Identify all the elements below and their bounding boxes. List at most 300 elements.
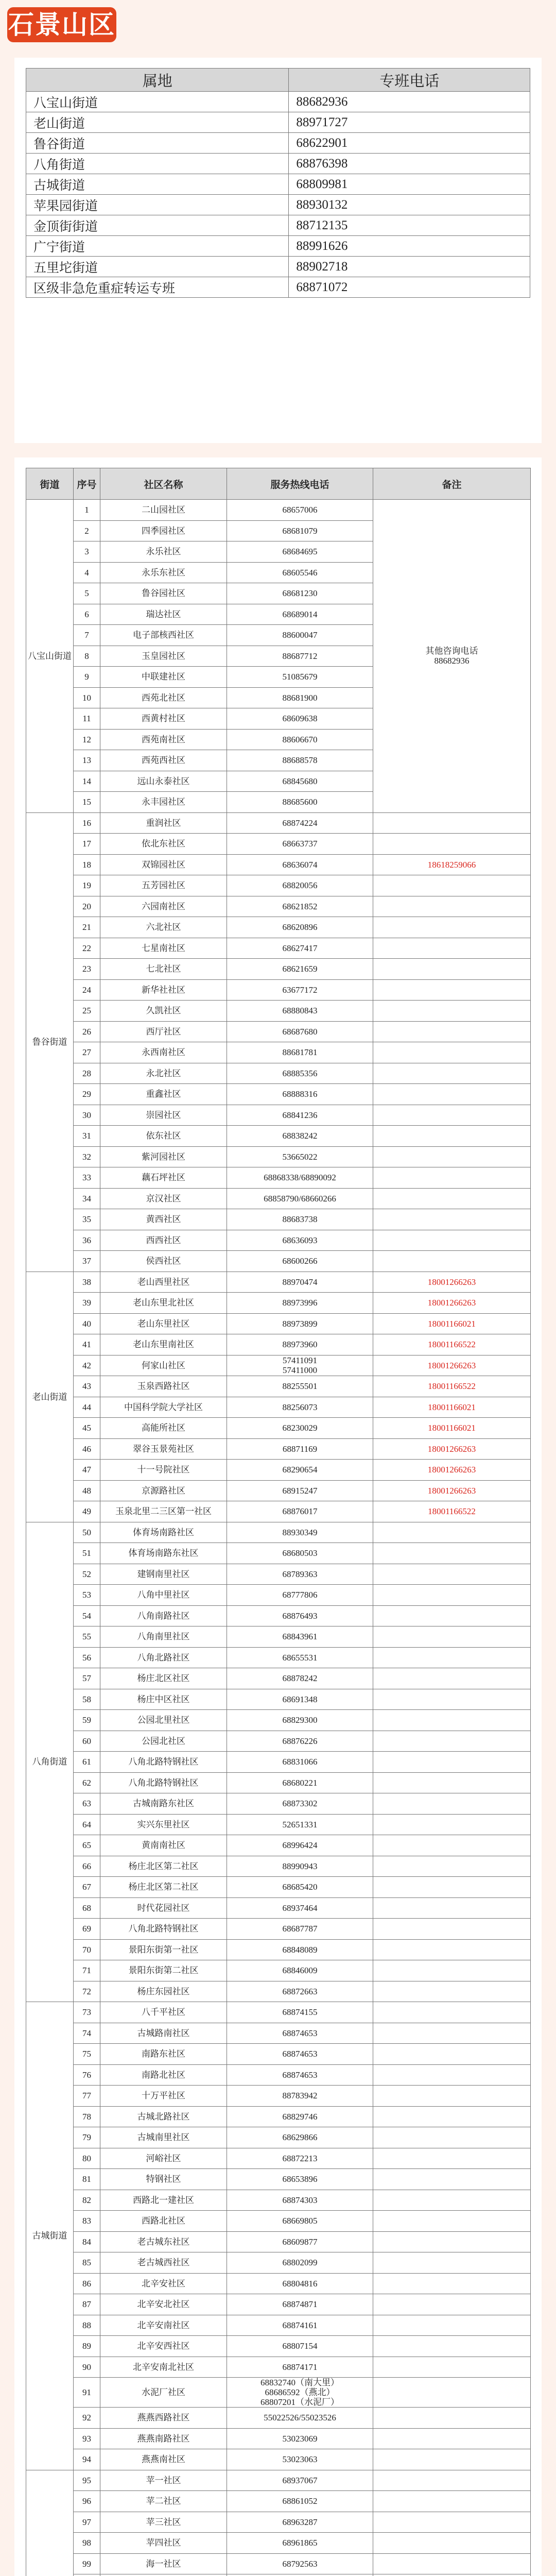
row-index: 14 xyxy=(74,771,100,792)
hotline: 68627417 xyxy=(227,938,373,959)
table-row xyxy=(26,1105,531,1126)
mobile-note xyxy=(373,1877,531,1898)
table-row xyxy=(26,1230,531,1251)
community-name: 八角北路特钢社区 xyxy=(100,1772,227,1793)
note: 其他咨询电话 88682936 xyxy=(373,500,531,813)
mobile-note xyxy=(373,2086,531,2107)
community-name: 西厅社区 xyxy=(100,1021,227,1042)
table-row xyxy=(26,1647,531,1668)
community-name: 河峪社区 xyxy=(100,2148,227,2169)
row-index: 26 xyxy=(74,1021,100,1042)
community-name: 重润社区 xyxy=(100,812,227,834)
table-row xyxy=(26,1001,531,1022)
mobile-note xyxy=(373,2169,531,2190)
table-row xyxy=(26,2148,531,2169)
table-row xyxy=(26,2064,531,2086)
table-row xyxy=(26,1585,531,1606)
table-row xyxy=(26,1731,531,1752)
row-index: 63 xyxy=(74,1793,100,1815)
community-name: 老山东里南社区 xyxy=(100,1334,227,1355)
row-index: 7 xyxy=(74,625,100,646)
table-row xyxy=(26,1543,531,1564)
summary-area: 古城街道 xyxy=(26,174,289,195)
summary-table xyxy=(26,68,530,298)
community-name: 八千平社区 xyxy=(100,2002,227,2023)
community-name: 中联建社区 xyxy=(100,667,227,688)
community-name: 高能所社区 xyxy=(100,1418,227,1439)
mobile-note xyxy=(373,2023,531,2044)
row-index: 44 xyxy=(74,1397,100,1418)
row-index: 93 xyxy=(74,2428,100,2449)
community-name: 翠谷玉景苑社区 xyxy=(100,1438,227,1460)
hotline: 68937067 xyxy=(227,2470,373,2491)
row-index: 6 xyxy=(74,604,100,625)
mobile-note: 18001266263 xyxy=(373,1480,531,1501)
row-index: 13 xyxy=(74,750,100,771)
hotline: 68874303 xyxy=(227,2190,373,2211)
row-index: 45 xyxy=(74,1418,100,1439)
mobile-note xyxy=(373,2211,531,2232)
summary-row xyxy=(26,133,530,154)
row-index: 12 xyxy=(74,729,100,750)
mobile-note xyxy=(373,1167,531,1189)
hotline: 68880843 xyxy=(227,1001,373,1022)
table-row xyxy=(26,2023,531,2044)
mobile-note xyxy=(373,2512,531,2533)
community-name: 黄西社区 xyxy=(100,1209,227,1230)
community-name: 北辛安南社区 xyxy=(100,2315,227,2336)
community-name: 景阳东街第二社区 xyxy=(100,1960,227,1981)
community-name: 公园北里社区 xyxy=(100,1710,227,1731)
hotline: 68636093 xyxy=(227,1230,373,1251)
hotline: 68872663 xyxy=(227,1981,373,2002)
hotline: 68878242 xyxy=(227,1668,373,1689)
table-row xyxy=(26,1710,531,1731)
summary-phone: 88902718 xyxy=(289,257,530,277)
community-name: 老古城西社区 xyxy=(100,2252,227,2274)
table-row xyxy=(26,1251,531,1272)
hotline: 68874224 xyxy=(227,812,373,834)
row-index: 87 xyxy=(74,2294,100,2315)
street-name: 古城街道 xyxy=(26,2002,74,2470)
table-row xyxy=(26,1126,531,1147)
header-street: 街道 xyxy=(26,468,74,500)
community-name: 西路北一建社区 xyxy=(100,2190,227,2211)
table-row xyxy=(26,1939,531,1960)
table-row xyxy=(26,2553,531,2574)
street-name: 鲁谷街道 xyxy=(26,812,74,1272)
mobile-note xyxy=(373,1960,531,1981)
row-index: 81 xyxy=(74,2169,100,2190)
row-index: 35 xyxy=(74,1209,100,1230)
mobile-note xyxy=(373,979,531,1001)
hotline: 68629866 xyxy=(227,2127,373,2148)
summary-phone: 88712135 xyxy=(289,215,530,236)
community-name: 南路北社区 xyxy=(100,2064,227,2086)
header-index: 序号 xyxy=(74,468,100,500)
community-name: 古城北路社区 xyxy=(100,2106,227,2127)
mobile-note xyxy=(373,896,531,917)
row-index: 57 xyxy=(74,1668,100,1689)
hotline: 53023063 xyxy=(227,2449,373,2470)
hotline: 68600266 xyxy=(227,1251,373,1272)
row-index: 69 xyxy=(74,1919,100,1940)
hotline: 68681230 xyxy=(227,583,373,604)
community-name: 侯西社区 xyxy=(100,1251,227,1272)
community-name: 西苑北社区 xyxy=(100,687,227,708)
row-index: 70 xyxy=(74,1939,100,1960)
community-name: 永乐社区 xyxy=(100,541,227,563)
community-name: 八角南里社区 xyxy=(100,1626,227,1648)
community-name: 实兴东里社区 xyxy=(100,1814,227,1835)
mobile-note xyxy=(373,1063,531,1084)
hotline: 68876493 xyxy=(227,1605,373,1626)
row-index: 97 xyxy=(74,2512,100,2533)
community-name: 西路北社区 xyxy=(100,2211,227,2232)
hotline: 68777806 xyxy=(227,1585,373,1606)
hotline: 88973996 xyxy=(227,1293,373,1314)
mobile-note xyxy=(373,2002,531,2023)
mobile-note xyxy=(373,2428,531,2449)
table-row xyxy=(26,1814,531,1835)
mobile-note xyxy=(373,2357,531,2378)
community-name: 杨庄东园社区 xyxy=(100,1981,227,2002)
row-index: 91 xyxy=(74,2378,100,2408)
mobile-note xyxy=(373,1668,531,1689)
summary-header-area: 属地 xyxy=(26,69,289,92)
mobile-note xyxy=(373,1731,531,1752)
row-index: 79 xyxy=(74,2127,100,2148)
hotline: 68876017 xyxy=(227,1501,373,1522)
community-name: 苹三社区 xyxy=(100,2512,227,2533)
hotline: 68831066 xyxy=(227,1752,373,1773)
hotline: 68663737 xyxy=(227,834,373,855)
community-name: 新华社社区 xyxy=(100,979,227,1001)
summary-row xyxy=(26,236,530,257)
summary-phone: 68622901 xyxy=(289,133,530,154)
row-index: 62 xyxy=(74,1772,100,1793)
mobile-note xyxy=(373,1710,531,1731)
summary-row xyxy=(26,257,530,277)
hotline: 68846009 xyxy=(227,1960,373,1981)
community-name: 七星南社区 xyxy=(100,938,227,959)
community-name: 景阳东街第一社区 xyxy=(100,1939,227,1960)
community-name: 燕燕南路社区 xyxy=(100,2428,227,2449)
table-row xyxy=(26,2211,531,2232)
table-row xyxy=(26,2470,531,2491)
community-name: 重鑫社区 xyxy=(100,1084,227,1105)
row-index: 92 xyxy=(74,2408,100,2429)
row-index: 72 xyxy=(74,1981,100,2002)
community-name: 远山永泰社区 xyxy=(100,771,227,792)
community-name: 七北社区 xyxy=(100,959,227,980)
table-row xyxy=(26,2449,531,2470)
summary-header-phone: 专班电话 xyxy=(289,69,530,92)
table-row xyxy=(26,2106,531,2127)
hotline: 68621659 xyxy=(227,959,373,980)
summary-row xyxy=(26,215,530,236)
row-index: 89 xyxy=(74,2336,100,2357)
community-name: 崇园社区 xyxy=(100,1105,227,1126)
hotline: 88685600 xyxy=(227,792,373,813)
hotline: 88973960 xyxy=(227,1334,373,1355)
row-index: 8 xyxy=(74,646,100,667)
table-row xyxy=(26,1772,531,1793)
summary-row xyxy=(26,154,530,174)
row-index: 99 xyxy=(74,2553,100,2574)
community-name: 古城路南社区 xyxy=(100,2023,227,2044)
table-row xyxy=(26,2044,531,2065)
row-index: 21 xyxy=(74,917,100,938)
community-name: 苹二社区 xyxy=(100,2491,227,2512)
community-name: 北辛安北社区 xyxy=(100,2294,227,2315)
table-row xyxy=(26,1438,531,1460)
row-index: 4 xyxy=(74,562,100,583)
mobile-note xyxy=(373,2294,531,2315)
table-row xyxy=(26,917,531,938)
table-row xyxy=(26,2428,531,2449)
table-row xyxy=(26,812,531,834)
row-index: 2 xyxy=(74,520,100,541)
hotline: 88600047 xyxy=(227,625,373,646)
row-index: 30 xyxy=(74,1105,100,1126)
mobile-note xyxy=(373,1752,531,1773)
table-row xyxy=(26,854,531,875)
row-index: 71 xyxy=(74,1960,100,1981)
table-row xyxy=(26,2294,531,2315)
row-index: 74 xyxy=(74,2023,100,2044)
mobile-note: 18618259066 xyxy=(373,854,531,875)
row-index: 41 xyxy=(74,1334,100,1355)
hotline: 68789363 xyxy=(227,1564,373,1585)
table-row xyxy=(26,2574,531,2576)
community-name: 老古城东社区 xyxy=(100,2231,227,2252)
header-note: 备注 xyxy=(373,468,531,500)
community-name: 四季园社区 xyxy=(100,520,227,541)
table-row xyxy=(26,500,531,521)
mobile-note xyxy=(373,1230,531,1251)
row-index: 48 xyxy=(74,1480,100,1501)
mobile-note xyxy=(373,2252,531,2274)
table-row xyxy=(26,1835,531,1856)
row-index: 29 xyxy=(74,1084,100,1105)
header-community: 社区名称 xyxy=(100,468,227,500)
mobile-note: 18001266263 xyxy=(373,1438,531,1460)
row-index: 95 xyxy=(74,2470,100,2491)
row-index: 84 xyxy=(74,2231,100,2252)
summary-phone: 68871072 xyxy=(289,277,530,298)
table-row xyxy=(26,1376,531,1397)
row-index: 66 xyxy=(74,1856,100,1877)
community-name: 玉泉西路社区 xyxy=(100,1376,227,1397)
table-row xyxy=(26,1418,531,1439)
table-row xyxy=(26,1897,531,1919)
hotline: 68874871 xyxy=(227,2294,373,2315)
row-index: 23 xyxy=(74,959,100,980)
table-row xyxy=(26,1793,531,1815)
table-row xyxy=(26,1042,531,1063)
summary-row xyxy=(26,174,530,195)
row-index xyxy=(74,2574,100,2576)
mobile-note xyxy=(373,812,531,834)
hotline: 68874155 xyxy=(227,2002,373,2023)
mobile-note xyxy=(373,1647,531,1668)
row-index: 20 xyxy=(74,896,100,917)
hotline: 68874653 xyxy=(227,2023,373,2044)
row-index: 43 xyxy=(74,1376,100,1397)
table-row xyxy=(26,1919,531,1940)
hotline: 53023069 xyxy=(227,2428,373,2449)
row-index: 46 xyxy=(74,1438,100,1460)
community-name: 依东社区 xyxy=(100,1126,227,1147)
hotline: 68820056 xyxy=(227,875,373,896)
hotline: 68687680 xyxy=(227,1021,373,1042)
mobile-note: 18001166021 xyxy=(373,1313,531,1334)
hotline: 68838242 xyxy=(227,1126,373,1147)
mobile-note xyxy=(373,2491,531,2512)
row-index: 73 xyxy=(74,2002,100,2023)
mobile-note xyxy=(373,1981,531,2002)
hotline: 68872213 xyxy=(227,2148,373,2169)
mobile-note xyxy=(373,938,531,959)
row-index: 75 xyxy=(74,2044,100,2065)
mobile-note xyxy=(373,2231,531,2252)
hotline: 55022526/55023526 xyxy=(227,2408,373,2429)
table-row xyxy=(26,1605,531,1626)
hotline: 68657006 xyxy=(227,500,373,521)
table-row xyxy=(26,2273,531,2294)
summary-area: 苹果园街道 xyxy=(26,195,289,215)
hotline: 68874161 xyxy=(227,2315,373,2336)
mobile-note: 18001166021 xyxy=(373,1397,531,1418)
hotline: 68874171 xyxy=(227,2357,373,2378)
table-row xyxy=(26,1084,531,1105)
mobile-note xyxy=(373,1105,531,1126)
community-name: 六园南社区 xyxy=(100,896,227,917)
hotline: 68230029 xyxy=(227,1418,373,1439)
mobile-note xyxy=(373,1084,531,1105)
mobile-note xyxy=(373,917,531,938)
row-index: 33 xyxy=(74,1167,100,1189)
community-name: 西黄村社区 xyxy=(100,708,227,730)
mobile-note xyxy=(373,2378,531,2408)
table-row xyxy=(26,1313,531,1334)
community-name: 苹一社区 xyxy=(100,2470,227,2491)
street-name xyxy=(26,2470,74,2576)
hotline: 68961865 xyxy=(227,2533,373,2554)
table-row xyxy=(26,2378,531,2408)
hotline: 53665022 xyxy=(227,1146,373,1167)
hotline: 68290654 xyxy=(227,1460,373,1481)
row-index: 94 xyxy=(74,2449,100,2470)
hotline: 68915247 xyxy=(227,1480,373,1501)
table-row xyxy=(26,2357,531,2378)
hotline: 88973899 xyxy=(227,1313,373,1334)
row-index: 88 xyxy=(74,2315,100,2336)
table-row xyxy=(26,1501,531,1522)
mobile-note xyxy=(373,1522,531,1543)
table-row xyxy=(26,938,531,959)
mobile-note xyxy=(373,1689,531,1710)
community-name: 永乐东社区 xyxy=(100,562,227,583)
community-name: 黄南南社区 xyxy=(100,1835,227,1856)
table-row xyxy=(26,959,531,980)
row-index: 49 xyxy=(74,1501,100,1522)
table-row xyxy=(26,1293,531,1314)
hotline: 88990943 xyxy=(227,1856,373,1877)
mobile-note xyxy=(373,875,531,896)
row-index: 32 xyxy=(74,1146,100,1167)
table-row xyxy=(26,834,531,855)
community-name: 久凯社区 xyxy=(100,1001,227,1022)
community-name: 永北社区 xyxy=(100,1063,227,1084)
table-row xyxy=(26,1752,531,1773)
row-index: 86 xyxy=(74,2273,100,2294)
hotline xyxy=(227,2574,373,2576)
hotline: 68681079 xyxy=(227,520,373,541)
row-index: 61 xyxy=(74,1752,100,1773)
summary-phone: 88971727 xyxy=(289,112,530,133)
hotline: 68845680 xyxy=(227,771,373,792)
mobile-note xyxy=(373,2470,531,2491)
hotline: 68669805 xyxy=(227,2211,373,2232)
hotline: 68636074 xyxy=(227,854,373,875)
hotline: 88783942 xyxy=(227,2086,373,2107)
mobile-note: 18001166522 xyxy=(373,1376,531,1397)
community-name: 八角南路社区 xyxy=(100,1605,227,1626)
community-name: 燕燕南社区 xyxy=(100,2449,227,2470)
mobile-note xyxy=(373,2336,531,2357)
table-row xyxy=(26,2408,531,2429)
table-row xyxy=(26,896,531,917)
hotline: 88688578 xyxy=(227,750,373,771)
row-index: 10 xyxy=(74,687,100,708)
table-row xyxy=(26,1188,531,1209)
community-name: 八角北路特钢社区 xyxy=(100,1919,227,1940)
row-index: 40 xyxy=(74,1313,100,1334)
hotline: 51085679 xyxy=(227,667,373,688)
hotline: 88930349 xyxy=(227,1522,373,1543)
summary-area: 金顶街街道 xyxy=(26,215,289,236)
community-name: 玉皇园社区 xyxy=(100,646,227,667)
row-index: 31 xyxy=(74,1126,100,1147)
community-name: 八角北路社区 xyxy=(100,1647,227,1668)
table-row xyxy=(26,2491,531,2512)
row-index: 50 xyxy=(74,1522,100,1543)
community-name: 特钢社区 xyxy=(100,2169,227,2190)
community-name: 双锦园社区 xyxy=(100,854,227,875)
table-row xyxy=(26,2533,531,2554)
mobile-note: 18001266263 xyxy=(373,1293,531,1314)
hotline: 68996424 xyxy=(227,1835,373,1856)
row-index: 1 xyxy=(74,500,100,521)
mobile-note xyxy=(373,1939,531,1960)
community-name: 西苑西社区 xyxy=(100,750,227,771)
table-row xyxy=(26,2336,531,2357)
row-index: 37 xyxy=(74,1251,100,1272)
hotline: 68868338/68890092 xyxy=(227,1167,373,1189)
hotline: 68858790/68660266 xyxy=(227,1188,373,1209)
row-index: 78 xyxy=(74,2106,100,2127)
community-name: 老山东里北社区 xyxy=(100,1293,227,1314)
community-name: 苹四社区 xyxy=(100,2533,227,2554)
row-index: 54 xyxy=(74,1605,100,1626)
hotline: 68689014 xyxy=(227,604,373,625)
mobile-note xyxy=(373,2574,531,2576)
community-name: 海一社区 xyxy=(100,2553,227,2574)
summary-panel xyxy=(14,58,542,443)
community-name: 燕燕西路社区 xyxy=(100,2408,227,2429)
